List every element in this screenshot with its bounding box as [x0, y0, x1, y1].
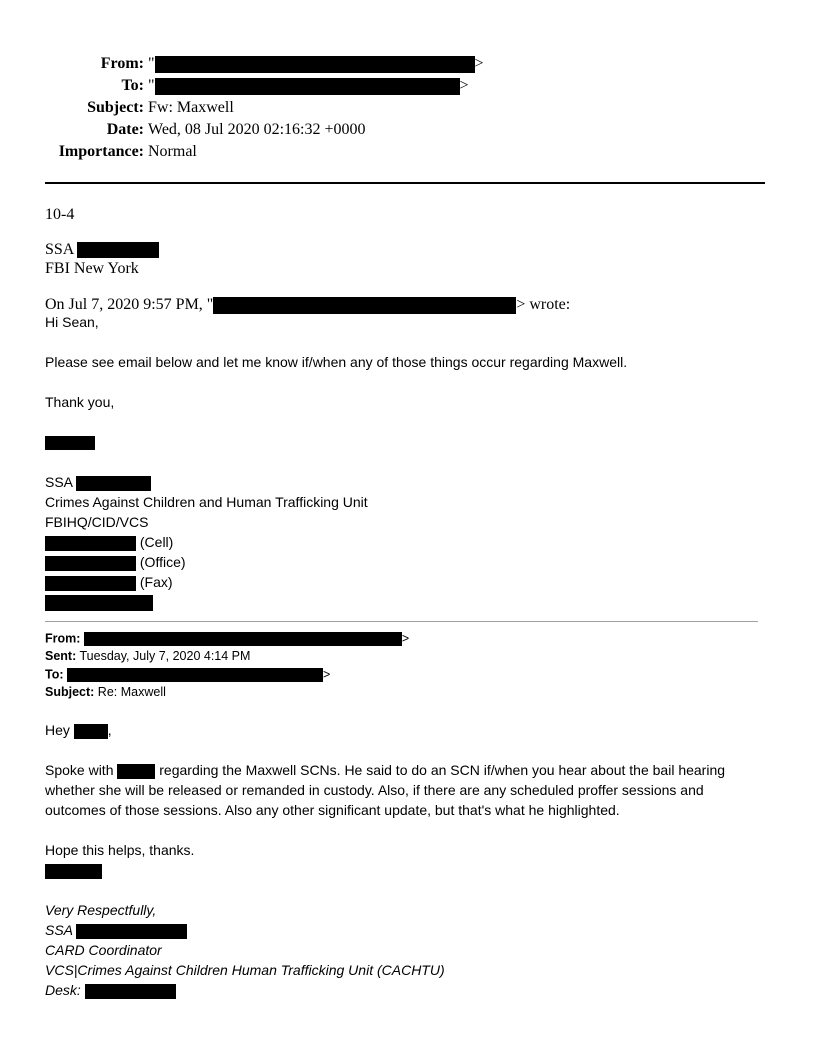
- from-suffix: >: [474, 55, 484, 73]
- original-sig-valediction: Very Respectfully,: [45, 902, 157, 918]
- redaction-block: [155, 56, 475, 73]
- phone-cell-label: (Cell): [139, 534, 174, 550]
- reply-sig-title-line: [45, 242, 159, 258]
- original-sig-desk-label: Desk:: [45, 982, 81, 998]
- redaction-block: [76, 924, 187, 939]
- original-subject-label: Subject:: [45, 685, 95, 699]
- original-sig-unit: VCS|Crimes Against Children Human Trafficking Unit (CACHTU): [45, 962, 445, 978]
- original-to-suffix: >: [323, 667, 331, 682]
- redaction-block: [155, 78, 460, 95]
- original-greeting-suffix: ,: [107, 722, 112, 738]
- from-prefix: ": [148, 55, 155, 73]
- from-field: [148, 56, 484, 73]
- forward-closing: Thank you,: [45, 394, 115, 410]
- original-closing: Hope this helps, thanks.: [45, 842, 195, 858]
- original-sig-title: SSA: [45, 922, 73, 938]
- original-body-line1-prefix: Spoke with: [45, 762, 114, 778]
- redaction-block: [67, 668, 323, 682]
- redaction-block: [45, 576, 136, 591]
- phone-fax-line: [45, 575, 173, 591]
- original-body-line1-suffix: regarding the Maxwell SCNs. He said to do an SCN if/when you hear about the bail hearing: [159, 762, 726, 778]
- redaction-block: [45, 436, 95, 450]
- redaction-block: [45, 556, 136, 571]
- reply-sig-title: SSA: [45, 241, 74, 258]
- forward-sig-org: FBIHQ/CID/VCS: [45, 514, 149, 530]
- original-sig-title-line: [45, 923, 187, 939]
- original-body-line1: [45, 763, 725, 779]
- subject-value: Fw: Maxwell: [148, 99, 234, 116]
- redaction-block: [85, 984, 176, 999]
- redaction-block: [45, 536, 136, 551]
- phone-office-label: (Office): [139, 554, 186, 570]
- original-body-line2: whether she will be released or remanded in custody. Also, if there are any scheduled proffer sessions and: [45, 782, 704, 798]
- redaction-block: [74, 724, 108, 739]
- to-field: [148, 78, 469, 95]
- reply-body: 10-4: [45, 206, 75, 223]
- original-sig-role: CARD Coordinator: [45, 942, 162, 958]
- redaction-block: [76, 476, 151, 491]
- original-body-line3: outcomes of those sessions. Also any other significant update, but that's what he highlighted.: [45, 802, 620, 818]
- original-to-label: To:: [45, 667, 64, 682]
- original-sent-value: Tuesday, July 7, 2020 4:14 PM: [79, 649, 251, 663]
- forward-sig-title: SSA: [45, 474, 73, 490]
- from-label: From:: [100, 55, 144, 72]
- original-divider: [45, 621, 758, 622]
- phone-cell-line: [45, 535, 173, 551]
- original-greeting-prefix: Hey: [45, 722, 70, 738]
- to-prefix: ": [148, 77, 155, 95]
- original-to-line: [45, 668, 330, 682]
- original-from-label: From:: [45, 631, 81, 646]
- redaction-block: [45, 864, 102, 879]
- redaction-block: [45, 595, 153, 611]
- quote-suffix: > wrote:: [516, 296, 571, 314]
- original-from-line: [45, 632, 409, 646]
- reply-sig-office: FBI New York: [45, 260, 139, 277]
- importance-label: Importance:: [58, 143, 144, 160]
- forward-greeting: Hi Sean,: [45, 314, 99, 330]
- to-label: To:: [121, 77, 144, 94]
- original-sent-label: Sent:: [45, 649, 77, 663]
- quote-attribution: [45, 297, 570, 314]
- redaction-block: [117, 764, 155, 779]
- redaction-block: [84, 632, 402, 646]
- subject-label: Subject:: [87, 99, 144, 116]
- forward-sig-title-line: [45, 475, 151, 491]
- original-sig-desk-line: [45, 983, 176, 999]
- redaction-block: [213, 297, 516, 314]
- importance-value: Normal: [148, 143, 197, 160]
- original-greeting-line: [45, 723, 112, 739]
- original-sent-line: [45, 650, 250, 663]
- original-subject-value: Re: Maxwell: [97, 685, 166, 699]
- phone-fax-label: (Fax): [139, 574, 173, 590]
- original-subject-line: [45, 686, 166, 699]
- forward-body: Please see email below and let me know if/when any of those things occur regarding Maxwell.: [45, 354, 628, 370]
- original-from-suffix: >: [401, 631, 410, 646]
- to-suffix: >: [459, 77, 469, 95]
- header-divider: [45, 182, 765, 184]
- redaction-block: [77, 242, 159, 258]
- date-value: Wed, 08 Jul 2020 02:16:32 +0000: [148, 121, 366, 138]
- quote-prefix: On Jul 7, 2020 9:57 PM, ": [45, 296, 214, 314]
- phone-office-line: [45, 555, 186, 571]
- forward-sig-unit: Crimes Against Children and Human Trafficking Unit: [45, 494, 368, 510]
- date-label: Date:: [106, 121, 144, 138]
